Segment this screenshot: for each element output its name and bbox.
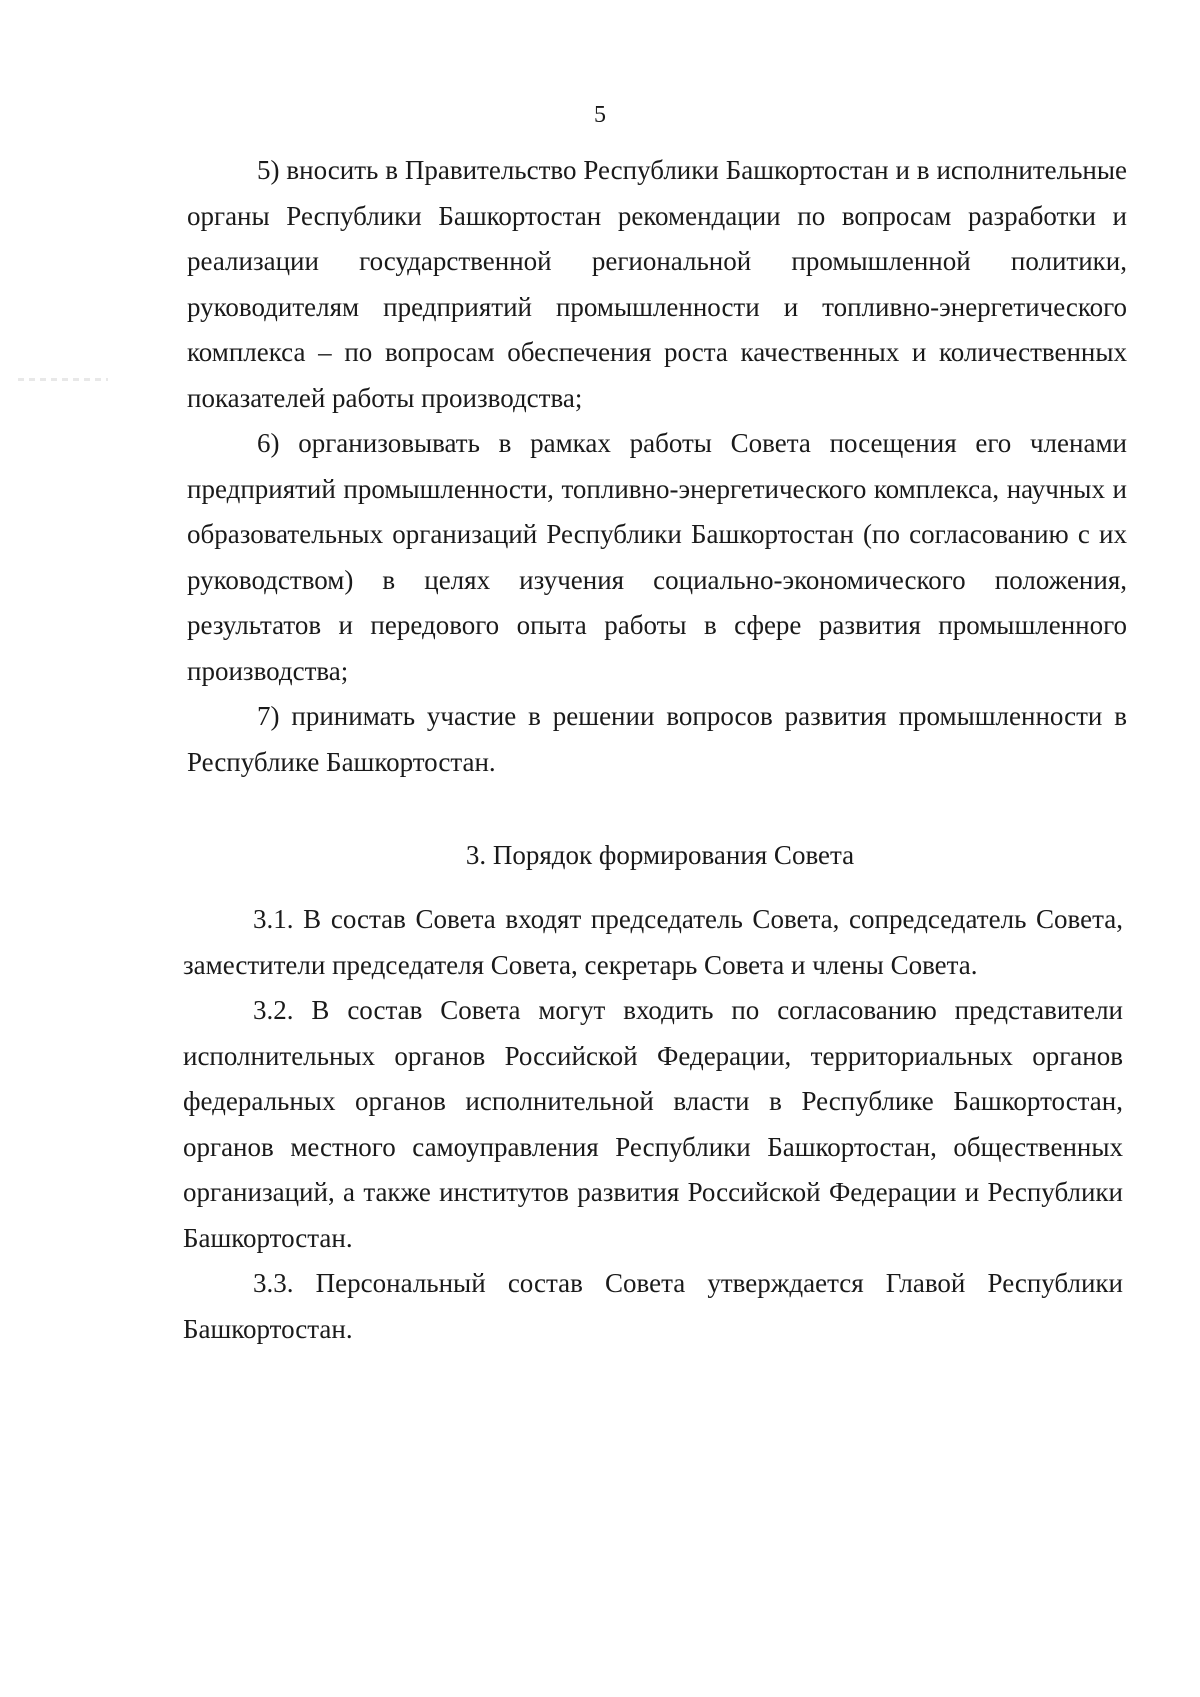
powers-list [187, 148, 1127, 785]
section-3-body [183, 897, 1123, 1352]
clause-3-2: 3.2. В состав Совета могут входить по согласованию представители исполнительных органов Российской Федерации, территориальных органов федеральных органов исполнительной власти в Республике Башкортостан, органов местного самоуправления Республики Башкортостан, общественных организаций, а также институтов развития Российской Федерации и Республики Башкортостан. [183, 995, 1123, 1253]
section-heading: 3. Порядок формирования Совета [465, 840, 855, 870]
paragraph-item-5: 5) вносить в Правительство Республики Башкортостан и в исполнительные органы Республики Башкортостан рекомендации по вопросам разработки и реализации государственной региональной промышленной политики, руководителям предприятий промышленности и топливно-энергетического комплекса – по вопросам обеспечения роста качественных и количественных показателей работы производства; [187, 155, 1127, 413]
clause-3-1: 3.1. В состав Совета входят председатель Совета, сопредседатель Совета, заместители председателя Совета, секретарь Совета и члены Совета. [183, 904, 1123, 980]
clause-3-3: 3.3. Персональный состав Совета утверждается Главой Республики Башкортостан. [183, 1268, 1123, 1344]
page-number: 5 [594, 102, 606, 128]
paragraph-item-7: 7) принимать участие в решении вопросов развития промышленности в Республике Башкортостан. [187, 701, 1127, 777]
paragraph-item-6: 6) организовывать в рамках работы Совета посещения его членами предприятий промышленности, топливно-энергетического комплекса, научных и образовательных организаций Республики Башкортостан (по согласованию с их руководством) в целях изучения социально-экономического положения, результатов и передового опыта работы в сфере развития промышленного производства; [187, 428, 1127, 686]
scan-artifact [18, 378, 108, 381]
